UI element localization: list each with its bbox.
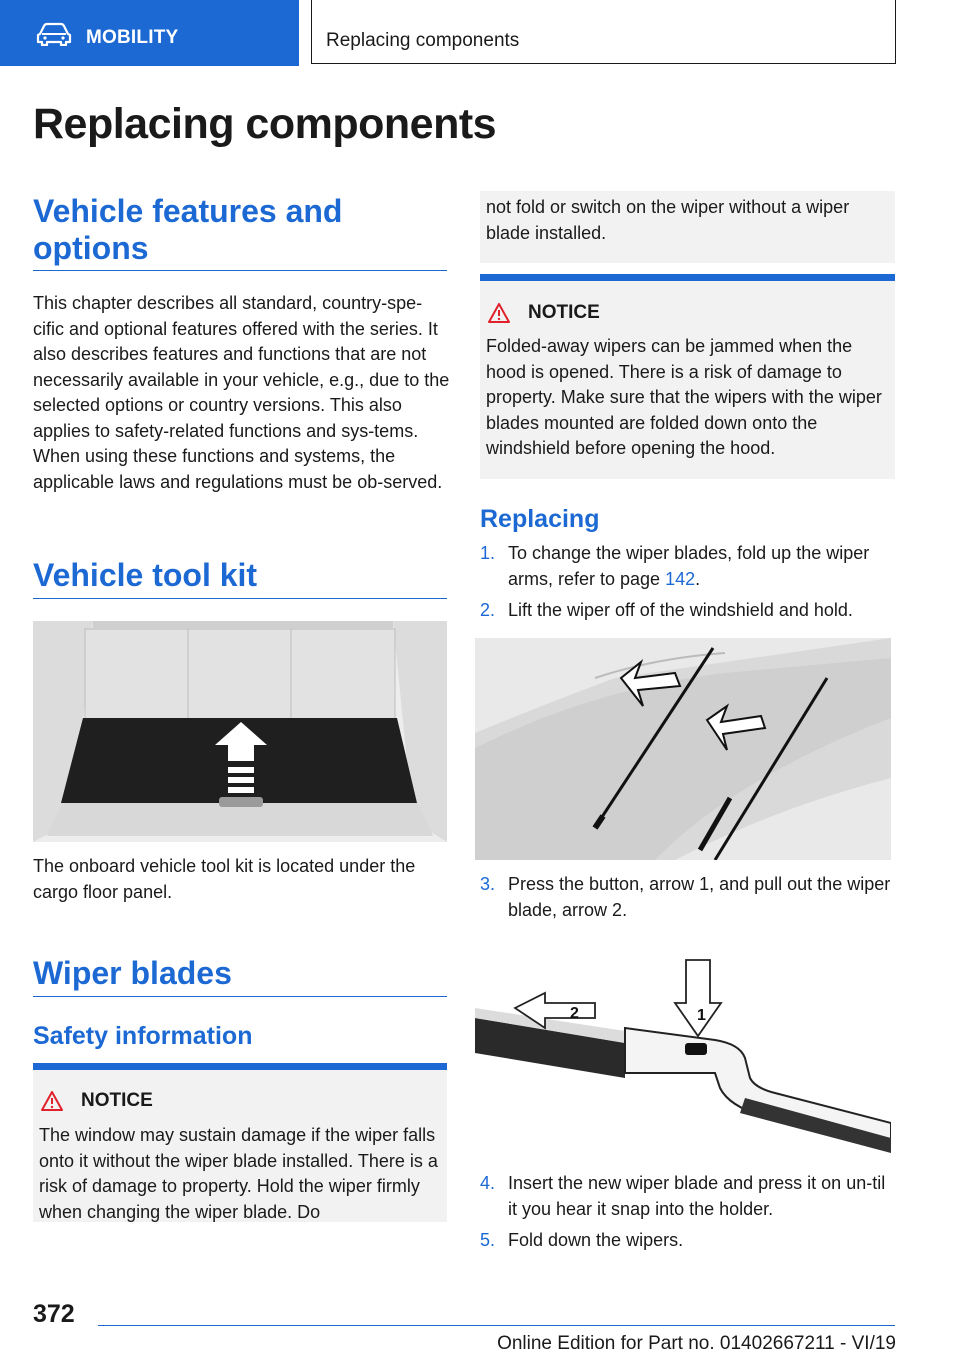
step-number: 2. xyxy=(480,600,496,620)
car-icon xyxy=(36,22,72,46)
section-label: MOBILITY xyxy=(86,27,179,48)
warning-icon xyxy=(41,1091,63,1111)
notice-header xyxy=(488,302,600,324)
notice-text: Folded-away wipers can be jammed when the hood is opened. There is a risk of damage to property. Make sure that the wipers with the wiper blades mounted are folded down onto the windshield before opening the hood. xyxy=(486,336,882,458)
list-item xyxy=(480,541,898,592)
notice-text: The window may sustain damage if the wiper falls onto it without the wiper blade installed. There is a risk of damage to property. Hold the wiper firmly when changing the wiper blade. Do xyxy=(39,1125,438,1222)
step-number: 5. xyxy=(480,1230,496,1250)
step-number: 4. xyxy=(480,1173,496,1193)
footer-divider xyxy=(98,1325,895,1326)
arrow-label-1: 1 xyxy=(697,1007,706,1024)
cargo-area-illustration xyxy=(33,621,447,842)
step-text: Lift the wiper off of the windshield and hold. xyxy=(508,600,853,620)
notice-text-continued: not fold or switch on the wiper without a wiper blade installed. xyxy=(486,197,850,243)
features-body: This chapter describes all standard, country-spe-cific and optional features offered with the series. It also describes features and functions that are not necessarily available in your vehicle, e.g., due to the selected options or country versions. This also applies to safety-related functions and sys-tems. When using these functions and systems, the applicable laws and regulations must be ob-served. xyxy=(33,293,450,492)
list-item xyxy=(480,1228,898,1254)
tool-kit-caption: The onboard vehicle tool kit is located under the cargo floor panel. xyxy=(33,856,416,902)
notice-label: NOTICE xyxy=(528,302,600,323)
notice-box-2 xyxy=(480,281,895,479)
heading-replacing: Replacing xyxy=(480,505,600,533)
divider xyxy=(33,270,447,271)
list-item xyxy=(480,598,898,624)
notice-bar xyxy=(33,1063,447,1070)
step-text: To change the wiper blades, fold up the wiper arms, refer to page 142. xyxy=(508,543,870,589)
page-title: Replacing components xyxy=(33,100,497,148)
divider xyxy=(33,996,447,997)
notice-bar xyxy=(480,274,895,281)
wiper-blade-removal-illustration xyxy=(475,948,891,1160)
step-text: Insert the new wiper blade and press it on un-til it you hear it snap into the holder. xyxy=(508,1173,886,1219)
divider xyxy=(33,598,447,599)
notice-box-1-continued xyxy=(480,191,895,263)
warning-icon xyxy=(488,303,510,323)
arrow-label-2: 2 xyxy=(570,1005,579,1022)
page-number: 372 xyxy=(33,1300,75,1328)
step-number: 3. xyxy=(480,874,496,894)
list-item xyxy=(480,872,898,923)
step-number: 1. xyxy=(480,543,496,563)
notice-box-1 xyxy=(33,1070,447,1222)
list-item xyxy=(480,1171,898,1222)
chapter-header xyxy=(311,0,896,64)
notice-header xyxy=(41,1090,153,1112)
step-text: Press the button, arrow 1, and pull out the wiper blade, arrow 2. xyxy=(508,874,891,920)
heading-safety-information: Safety information xyxy=(33,1022,253,1050)
windshield-wiper-illustration xyxy=(475,638,891,860)
chapter-label: Replacing components xyxy=(326,30,520,51)
step-text: Fold down the wipers. xyxy=(508,1230,684,1250)
notice-label: NOTICE xyxy=(81,1090,153,1111)
heading-vehicle-tool-kit: Vehicle tool kit xyxy=(33,557,258,593)
heading-wiper-blades: Wiper blades xyxy=(33,955,232,991)
page-link[interactable]: 142 xyxy=(665,568,696,589)
section-tab[interactable] xyxy=(0,0,299,66)
heading-vehicle-features: Vehicle features and options xyxy=(33,193,343,266)
edition-text: Online Edition for Part no. 01402667211 - VI/19 xyxy=(497,1333,896,1354)
